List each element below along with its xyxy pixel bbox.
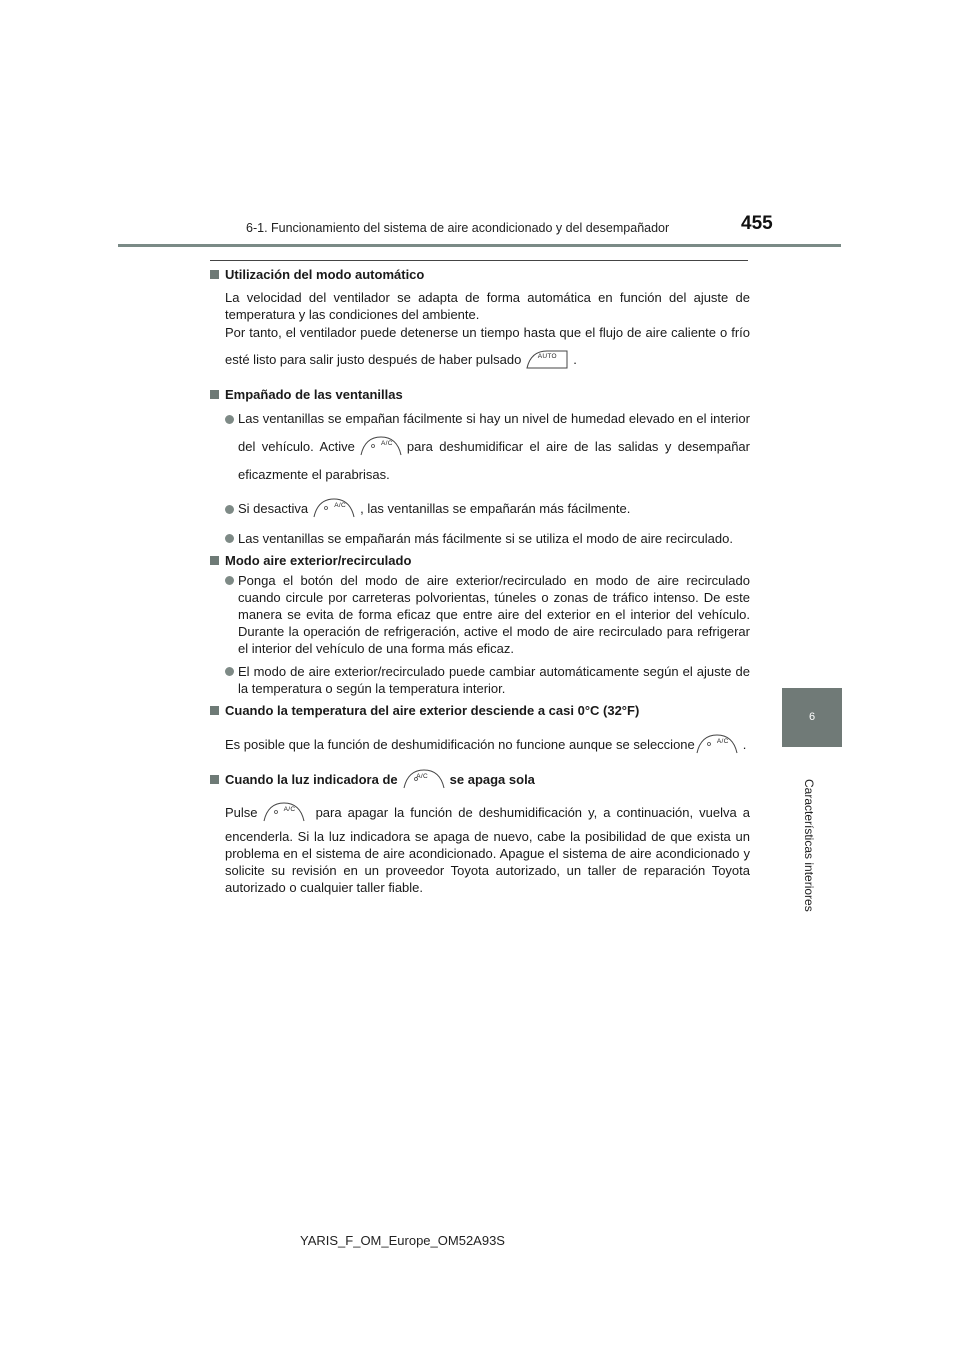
ac-button-icon: A/C	[359, 435, 403, 457]
heading-low-outside-temperature: Cuando la temperatura del aire exterior desciende a casi 0°C (32°F)	[210, 702, 750, 719]
square-bullet-icon	[210, 706, 219, 715]
round-bullet-icon	[225, 534, 234, 543]
header-title: 6-1. Funcionamiento del sistema de aire acondicionado y del desempañador	[246, 221, 670, 235]
paragraph: Por tanto, el ventilador puede detenerse un tiempo hasta que el flujo de aire caliente o frío esté listo para salir justo después de haber pulsado AUTO .	[225, 319, 750, 373]
heading-outside-air-mode: Modo aire exterior/recirculado	[210, 552, 750, 569]
list-item: Las ventanillas se empañan fácilmente si hay un nivel de humedad elevado en el interior del vehículo. Active A/C para deshumidificar el aire de las salidas y desempañar eficazmente el parabrisas.	[210, 405, 750, 489]
list-item: Las ventanillas se empañarán más fácilmente si se utiliza el modo de aire recirculado.	[210, 530, 750, 547]
round-bullet-icon	[225, 415, 234, 424]
document-id: YARIS_F_OM_Europe_OM52A93S	[300, 1233, 505, 1248]
heading-window-fogging: Empañado de las ventanillas	[210, 386, 750, 403]
ac-button-icon: A/C	[695, 733, 739, 755]
list-item: Si desactiva A/C , las ventanillas se empañarán más fácilmente.	[210, 497, 750, 521]
auto-button-icon: AUTO	[525, 348, 569, 370]
page-number: 455	[741, 213, 773, 234]
paragraph: Es posible que la función de deshumidificación no funcione aunque se seleccione A/C .	[225, 728, 750, 762]
square-bullet-icon	[210, 390, 219, 399]
list-item: El modo de aire exterior/recirculado puede cambiar automáticamente según el ajuste de la temperatura o según la temperatura interior.	[210, 663, 750, 697]
round-bullet-icon	[225, 576, 234, 585]
chapter-number: 6	[808, 711, 816, 723]
round-bullet-icon	[225, 505, 234, 514]
ac-button-icon: A/C	[402, 768, 446, 790]
section-divider	[210, 260, 748, 261]
ac-button-icon: A/C	[312, 497, 356, 519]
round-bullet-icon	[225, 667, 234, 676]
heading-indicator-turns-off: Cuando la luz indicadora de A/C se apaga sola	[210, 768, 750, 792]
square-bullet-icon	[210, 556, 219, 565]
heading-auto-mode: Utilización del modo automático	[210, 266, 750, 283]
chapter-title: Características interiores	[802, 779, 816, 912]
paragraph: La velocidad del ventilador se adapta de forma automática en función del ajuste de temperatura y las condiciones del ambiente.	[225, 290, 750, 322]
paragraph: Pulse A/C para apagar la función de deshumidificación y, a continuación, vuelva a encenderla. Si la luz indicadora se apaga de nuevo, cabe la posibilidad de que exista un problema en el sistema de aire acondicionado. Apague el sistema de aire acondicionado y solicite su revisión en un proveedor Toyota autorizado, un taller de reparación Toyota autorizado o cualquier taller fiable.	[225, 798, 750, 896]
square-bullet-icon	[210, 270, 219, 279]
ac-button-icon: A/C	[262, 801, 306, 823]
header-divider	[118, 244, 841, 247]
page-content	[210, 266, 750, 896]
chapter-tab	[782, 688, 842, 747]
square-bullet-icon	[210, 775, 219, 784]
list-item: Ponga el botón del modo de aire exterior/recirculado en modo de aire recirculado cuando circule por carreteras polvorientas, túneles o zonas de tráfico intenso. De este manera se evita de forma eficaz que entre aire del exterior en el interior del vehículo. Durante la operación de refrigeración, active el modo de aire recirculado para refrigerar el interior del vehículo de una forma más eficaz.	[210, 572, 750, 657]
